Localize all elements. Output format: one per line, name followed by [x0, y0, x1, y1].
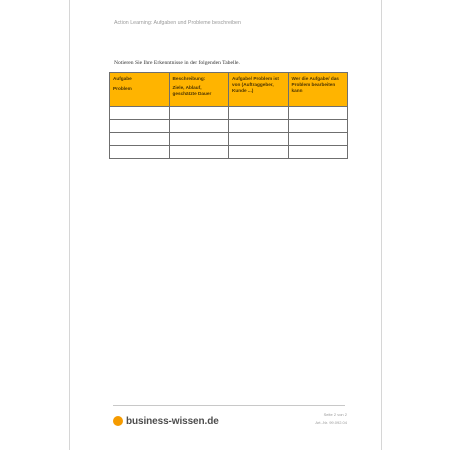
table-header-row — [110, 73, 348, 107]
table-cell[interactable] — [229, 133, 289, 146]
table-row — [110, 107, 348, 120]
table-cell[interactable] — [229, 146, 289, 159]
footer-divider — [113, 405, 345, 406]
table-cell[interactable] — [110, 107, 170, 120]
document-page — [69, 0, 382, 450]
header-problem-label: Problem — [113, 85, 132, 91]
table-cell[interactable] — [110, 133, 170, 146]
brand-dot-icon — [113, 416, 123, 426]
table-cell[interactable] — [229, 107, 289, 120]
article-number: Art.-Nr. 99.092.04 — [315, 420, 347, 425]
table-row — [110, 133, 348, 146]
header-cell-description — [169, 73, 229, 107]
header-task-label: Aufgabe — [113, 76, 132, 81]
header-cell-assignee — [288, 73, 348, 107]
table-cell[interactable] — [288, 146, 348, 159]
table-cell[interactable] — [169, 120, 229, 133]
header-assignee-label: Wer die Aufgabe/ das Problem bearbeiten kann — [291, 76, 339, 93]
header-description-label: Beschreibung: — [172, 76, 206, 81]
header-cell-task — [110, 73, 170, 107]
page-number: Seite 2 von 2 — [323, 412, 347, 417]
table-cell[interactable] — [288, 120, 348, 133]
table-row — [110, 120, 348, 133]
table-cell[interactable] — [110, 120, 170, 133]
table-cell[interactable] — [288, 133, 348, 146]
table-cell[interactable] — [169, 133, 229, 146]
intro-text: Notieren Sie Ihre Erkenntnisse in der folgenden Tabelle. — [114, 60, 240, 66]
header-description-detail: Ziele, Ablauf, geschätzte Dauer — [172, 84, 212, 96]
table-cell[interactable] — [288, 107, 348, 120]
table-row — [110, 146, 348, 159]
page-header-title: Action Learning: Aufgaben und Probleme beschreiben — [114, 20, 241, 26]
header-cell-origin — [229, 73, 289, 107]
findings-table — [109, 72, 348, 159]
table-cell[interactable] — [169, 146, 229, 159]
brand-name: business-wissen.de — [126, 415, 219, 427]
table-cell[interactable] — [229, 120, 289, 133]
header-origin-label: Aufgabe/ Problem ist von (Auftraggeber, Kunde ...) — [232, 76, 279, 93]
table-cell[interactable] — [110, 146, 170, 159]
brand-logo — [113, 415, 219, 427]
table-cell[interactable] — [169, 107, 229, 120]
